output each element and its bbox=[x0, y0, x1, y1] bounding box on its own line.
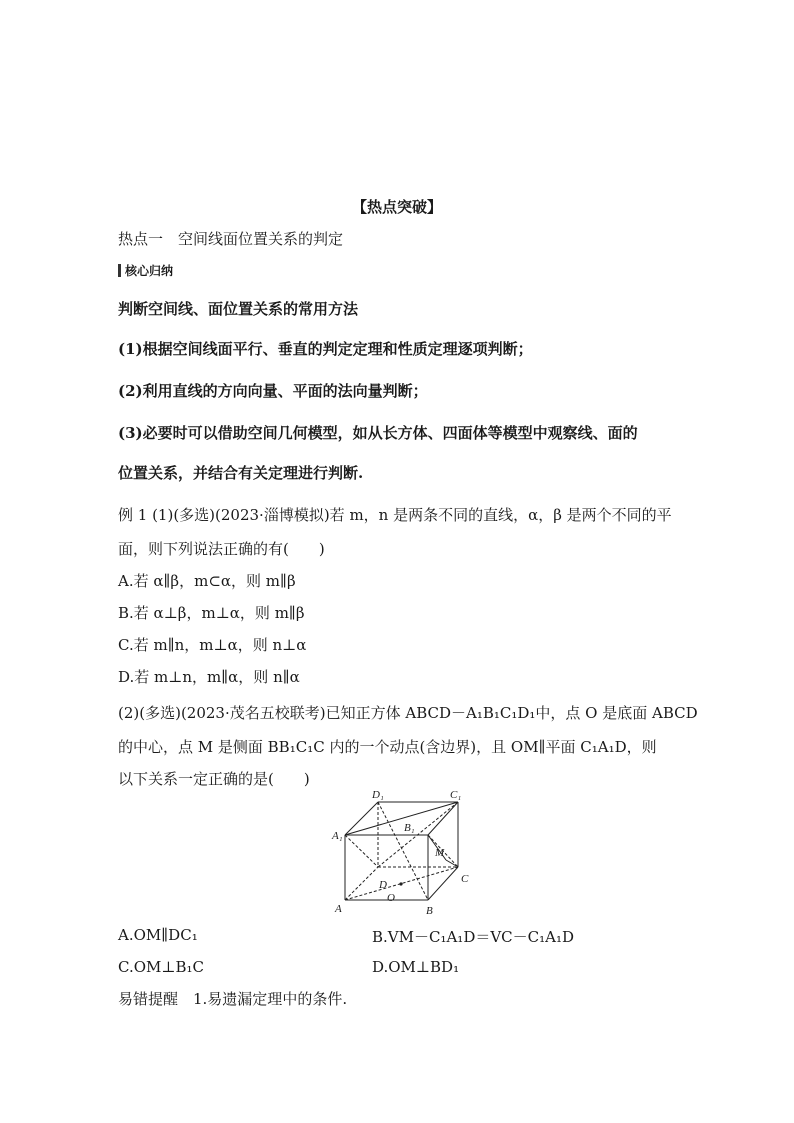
label-m: M bbox=[435, 847, 445, 859]
summary-item-3-cont: 位置关系，并结合有关定理进行判断. bbox=[118, 464, 364, 482]
label-d: D bbox=[379, 879, 387, 891]
point-o bbox=[399, 882, 402, 885]
tag-label: 核心归纳 bbox=[125, 264, 174, 278]
edge-b1c1 bbox=[428, 802, 458, 835]
cube-figure bbox=[330, 790, 470, 920]
example1-part2-line3: 以下关系一定正确的是( ) bbox=[118, 770, 310, 788]
example1-part1-option-d: D.若 m⊥n，m∥α，则 n∥α bbox=[118, 668, 300, 686]
example1-part2-option-c: C.OM⊥B₁C bbox=[118, 958, 204, 976]
label-b1: B₁ bbox=[404, 822, 415, 834]
example1-part1-option-a: A.若 α∥β，m⊂α，则 m∥β bbox=[118, 572, 296, 590]
label-c1: C₁ bbox=[450, 790, 462, 801]
example1-part2-option-a: A.OM∥DC₁ bbox=[118, 926, 198, 944]
summary-item-1: (1)根据空间线面平行、垂直的判定定理和性质定理逐项判断； bbox=[118, 340, 533, 358]
example1-part1-line2: 面，则下列说法正确的有( ) bbox=[118, 540, 325, 558]
core-summary-tag bbox=[118, 262, 173, 279]
example1-part1-option-b: B.若 α⊥β，m⊥α，则 m∥β bbox=[118, 604, 305, 622]
example1-part2-line2: 的中心，点 M 是侧面 BB₁C₁C 内的一个动点(含边界)，且 OM∥平面 C₁A₁D，则 bbox=[118, 738, 657, 756]
section-heading: 热点一 空间线面位置关系的判定 bbox=[118, 230, 344, 248]
summary-item-3: (3)必要时可以借助空间几何模型，如从长方体、四面体等模型中观察线、面的 bbox=[118, 424, 638, 442]
label-d1: D₁ bbox=[372, 790, 384, 801]
example1-part1-option-c: C.若 m∥n，m⊥α，则 n⊥α bbox=[118, 636, 307, 654]
label-b: B bbox=[426, 905, 433, 917]
edge-bc bbox=[428, 867, 458, 900]
summary-heading: 判断空间线、面位置关系的常用方法 bbox=[118, 300, 359, 318]
example1-part2-line1: (2)(多选)(2023·茂名五校联考)已知正方体 ABCD－A₁B₁C₁D₁中，点 O 是底面 ABCD bbox=[118, 704, 698, 722]
label-a1: A₁ bbox=[332, 830, 343, 842]
summary-item-2: (2)利用直线的方向向量、平面的法向量判断； bbox=[118, 382, 428, 400]
error-reminder: 易错提醒 1.易遗漏定理中的条件. bbox=[118, 990, 348, 1008]
label-a: A bbox=[335, 903, 342, 915]
label-c: C bbox=[461, 873, 469, 885]
example1-part1-line1: 例 1 (1)(多选)(2023·淄博模拟)若 m，n 是两条不同的直线，α，β 是两个不同的平 bbox=[118, 506, 672, 524]
example1-part2-option-d: D.OM⊥BD₁ bbox=[372, 958, 460, 976]
tag-bar bbox=[118, 264, 121, 277]
example1-part2-option-b: B.VM－C₁A₁D＝VC－C₁A₁D bbox=[372, 928, 575, 946]
page-title: 【热点突破】 bbox=[351, 198, 442, 216]
diag-a1d-hidden bbox=[345, 835, 378, 867]
label-o: O bbox=[387, 892, 395, 904]
